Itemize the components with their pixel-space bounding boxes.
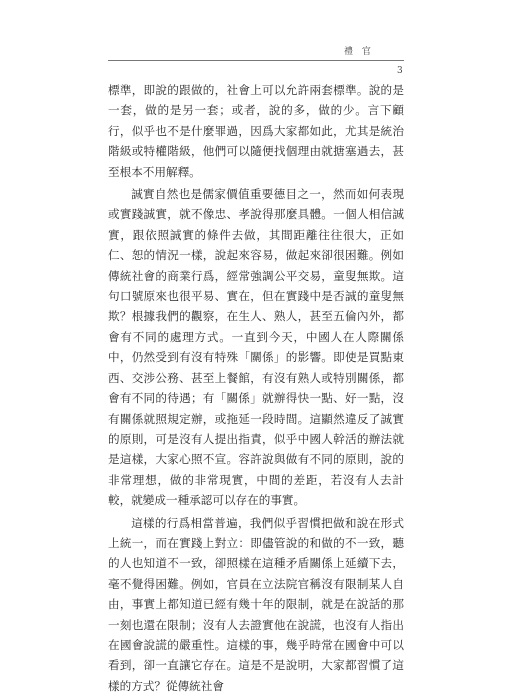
paragraph-3: 這樣的行爲相當普遍，我們似乎習慣把做和說在形式上統一，而在實踐上對立：即儘管說的和做的不一致，聽的人也知道不一致，卻照樣在這種矛盾關係上延續下去，毫不覺得困難。例如，官員在立法院官稱沒有限制某人自由，事實上都知道已經有幾十年的限制，就是在說話的那一刻也還在限制；沒有人去證實他在說謊，也沒有人指出在國會說謊的嚴重性。這樣的事，幾乎時常在國會中可以看到，卻一直讓它存在。這是不是說明，大家都習慣了這樣的方式？從傳統社會 — [108, 515, 404, 693]
running-title: 禮 官 — [344, 47, 374, 57]
header-rule — [108, 60, 404, 61]
page-number: 3 — [397, 66, 403, 76]
paragraph-2: 誠實自然也是儒家價值重要德目之一，然而如何表現或實踐誠實，就不像忠、孝說得那麼具體。一個人相信誠實，跟依照誠實的條件去做，其間距離往往很大，正如仁、恕的情況一樣，說起來容易，做起來卻很困難。例如傳統社會的商業行爲，經常強調公平交易，童叟無欺。這句口號原來也很平易、實在，但在實踐中是否誠的童叟無欺？根據我們的觀察，在生人、熟人，甚至五倫內外，都會有不同的處理方式。一直到今天，中國人在人際關係中，仍然受到有沒有特殊「關係」的影響。即使是買點東西、交涉公務、甚至上餐館，有沒有熟人或特別關係，都會有不同的待遇；有「關係」就辦得快一點、好一點，沒有關係就照規定辦，或拖延一段時間。這顯然違反了誠實的原則，可是沒有人提出指責，似乎中國人幹活的辦法就是這樣，大家心照不宣。容許說與做有不同的原則，說的非常理想，做的非常現實，中間的差距，若沒有人去計較，就變成一種承認可以存在的事實。 — [108, 187, 404, 508]
paragraph-1: 標準，即說的跟做的，社會上可以允許兩套標準。說的是一套，做的是另一套；或者，說的多，做的少。言下顧行，似乎也不是什麼罪過，因爲大家都如此，尤其是統治階級或特權階級，他們可以隨便找個理由就搪塞過去，甚至根本不用解釋。 — [108, 83, 404, 179]
body-text — [108, 80, 404, 696]
